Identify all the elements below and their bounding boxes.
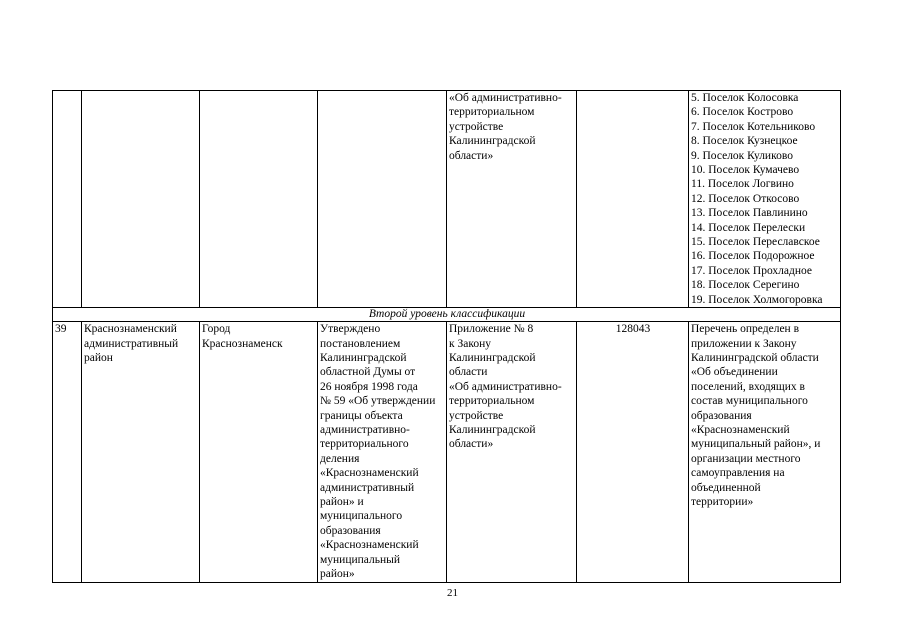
text-line: район [84, 351, 113, 364]
list-item: 8. Поселок Кузнецкое [691, 135, 798, 148]
text-line: административно- [320, 423, 410, 436]
text-line: устройстве [449, 120, 504, 133]
cell-approval [318, 91, 447, 308]
unit-name-text [84, 322, 198, 365]
text-line: административный [320, 481, 415, 494]
text-line: области» [449, 438, 494, 451]
text-line: Город [202, 323, 231, 336]
text-line: 26 ноября 1998 года [320, 380, 418, 393]
table-row [53, 91, 841, 308]
list-item: 16. Поселок Подорожное [691, 250, 815, 263]
text-line: район» и [320, 495, 364, 508]
cell-unit-name [82, 91, 200, 308]
text-line: границы объекта [320, 409, 403, 422]
text-line: Калининградской [449, 351, 536, 364]
text-line: устройстве [449, 409, 504, 422]
text-line: самоуправления на [691, 467, 785, 480]
cell-admin-center [200, 91, 318, 308]
text-line: поселений, входящих в [691, 380, 805, 393]
text-line: «Краснознаменский [691, 423, 790, 436]
law-text [449, 322, 575, 452]
text-line: организации местного [691, 452, 801, 465]
text-line: Приложение № 8 [449, 323, 534, 336]
text-line: области [449, 366, 488, 379]
composition-text [691, 322, 839, 509]
text-line: «Об административно- [449, 380, 562, 393]
text-line: территориальном [449, 106, 535, 119]
text-line: состав муниципального [691, 395, 808, 408]
text-line: Калининградской [449, 135, 536, 148]
text-line: территории» [691, 495, 754, 508]
text-line: административный [84, 337, 179, 350]
approval-text [320, 322, 445, 581]
text-line: Краснознаменск [202, 337, 283, 350]
list-item: 11. Поселок Логвино [691, 178, 794, 191]
text-line: к Закону [449, 337, 491, 350]
text-line: Перечень определен в [691, 323, 800, 336]
text-line: объединенной [691, 481, 761, 494]
cell-law [447, 322, 577, 583]
text-line: муниципальный [320, 553, 401, 566]
cell-law [447, 91, 577, 308]
admin-center-text [202, 322, 316, 351]
classification-table [52, 90, 841, 583]
list-item: 9. Поселок Куликово [691, 149, 793, 162]
list-item: 12. Поселок Откосово [691, 192, 800, 205]
text-line: «Краснознаменский [320, 467, 419, 480]
list-item: 6. Поселок Кострово [691, 106, 794, 119]
list-item: 10. Поселок Кумачево [691, 164, 800, 177]
cell-settlements [689, 91, 841, 308]
cell-code: 128043 [577, 322, 689, 583]
table-row [53, 322, 841, 583]
list-item: 18. Поселок Серегино [691, 279, 800, 292]
text-line: образования [691, 409, 752, 422]
text-line: район» [320, 568, 355, 580]
text-line: Калининградской области [691, 351, 819, 364]
list-item: 5. Поселок Колосовка [691, 92, 799, 104]
list-item: 14. Поселок Перелески [691, 221, 806, 234]
text-line: образования [320, 524, 381, 537]
text-line: Краснознаменский [84, 323, 177, 336]
text-line: № 59 «Об утверждении [320, 395, 436, 408]
text-line: области» [449, 149, 494, 162]
text-line: Калининградской [449, 423, 536, 436]
text-line: муниципальный район», и [691, 438, 821, 451]
text-line: приложении к Закону [691, 337, 797, 350]
text-line: Калининградской [320, 351, 407, 364]
cell-number: 39 [53, 322, 82, 583]
text-line: областной Думы от [320, 366, 416, 379]
text-line: территориального [320, 438, 409, 451]
cell-admin-center [200, 322, 318, 583]
list-item: 7. Поселок Котельниково [691, 120, 816, 133]
text-line: муниципального [320, 510, 403, 523]
text-line: «Краснознаменский [320, 539, 419, 552]
section-header-row [53, 308, 841, 322]
text-line: «Об объединении [691, 366, 778, 379]
list-item: 19. Поселок Холмогоровка [691, 293, 823, 306]
cell-composition [689, 322, 841, 583]
text-line: территориальном [449, 395, 535, 408]
page-number: 21 [447, 587, 458, 599]
cell-approval [318, 322, 447, 583]
section-header: Второй уровень классификации [53, 308, 841, 322]
text-line: деления [320, 452, 360, 465]
settlement-list [691, 91, 839, 307]
law-text [449, 91, 575, 163]
text-line: Утверждено [320, 323, 381, 336]
cell-number [53, 91, 82, 308]
list-item: 15. Поселок Переславское [691, 236, 820, 249]
text-line: «Об административно- [449, 92, 562, 104]
cell-code [577, 91, 689, 308]
text-line: постановлением [320, 337, 401, 350]
list-item: 17. Поселок Прохладное [691, 264, 813, 277]
cell-unit-name [82, 322, 200, 583]
list-item: 13. Поселок Павлинино [691, 207, 808, 220]
